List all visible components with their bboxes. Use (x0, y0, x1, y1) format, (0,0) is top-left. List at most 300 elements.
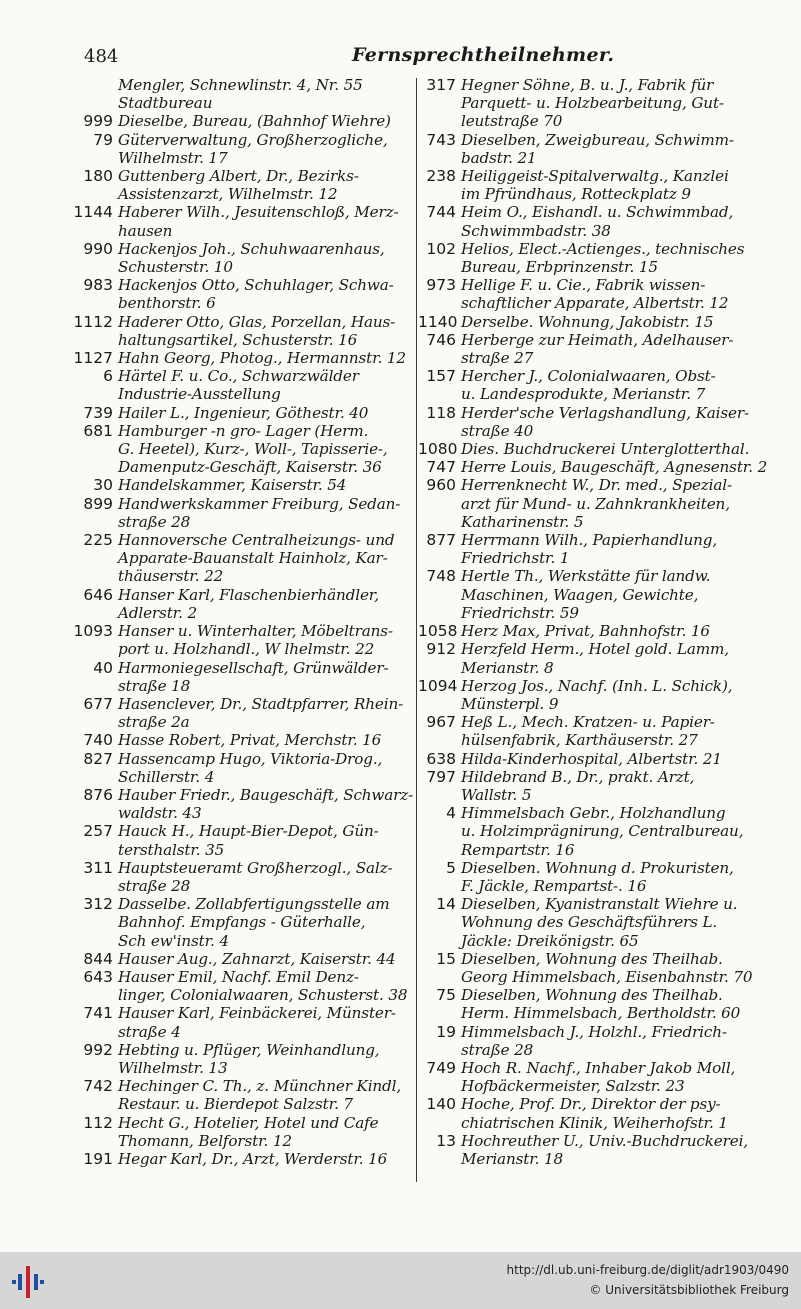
entry-line: Friedrichstr. 1 (461, 549, 570, 568)
directory-entry (66, 786, 416, 822)
phone-number: 677 (83, 694, 113, 713)
entry-line: Hanser u. Winterhalter, Möbeltrans- (118, 622, 393, 641)
entry-line: Hauber Friedr., Baugeschäft, Schwarz- (118, 785, 414, 804)
phone-number: 1093 (73, 622, 113, 641)
directory-entry (418, 804, 766, 859)
entry-line: port u. Holzhandl., W lhelmstr. 22 (118, 640, 375, 659)
directory-entry (418, 76, 766, 131)
entry-line: Dieselben, Wohnung des Theilhab. (461, 949, 723, 968)
directory-entry (66, 76, 416, 112)
phone-number: 317 (426, 76, 456, 94)
entry-text (461, 313, 766, 331)
entry-line: Herm. Himmelsbach, Bertholdstr. 60 (461, 1004, 741, 1023)
phone-number: 739 (83, 403, 113, 422)
entry-text (118, 586, 416, 622)
phone-number: 876 (83, 785, 113, 804)
entry-line: straße 28 (118, 512, 191, 531)
footer-bar (0, 1252, 801, 1309)
entry-line: Georg Himmelsbach, Eisenbahnstr. 70 (461, 967, 753, 986)
entry-line: straße 27 (461, 349, 534, 368)
directory-entry (418, 1132, 766, 1168)
entry-text (118, 695, 416, 731)
directory-entry (418, 677, 766, 713)
directory-entry (66, 422, 416, 477)
entry-text (118, 531, 416, 586)
entry-line: waldstr. 43 (118, 804, 202, 823)
entry-line: Stadtbureau (118, 94, 213, 113)
entry-line: Wohnung des Geschäftsführers L. (461, 913, 718, 932)
entry-text (118, 203, 416, 239)
entry-line: straße 28 (118, 876, 191, 895)
entry-line: Hildebrand B., Dr., prakt. Arzt, (461, 767, 695, 786)
entry-text (461, 750, 766, 768)
directory-entry (418, 240, 766, 276)
entry-line: F. Jäckle, Rempartst-. 16 (461, 876, 647, 895)
entry-line: Güterverwaltung, Großherzogliche, (118, 130, 388, 149)
entry-line: Hechinger C. Th., z. Münchner Kindl, (118, 1077, 401, 1096)
directory-entry (66, 167, 416, 203)
phone-number: 744 (426, 203, 456, 222)
directory-entry (418, 640, 766, 676)
entry-text (461, 1023, 766, 1059)
directory-entry (418, 531, 766, 567)
entry-line: tersthalstr. 35 (118, 840, 225, 859)
directory-entry (418, 1095, 766, 1131)
entry-text (118, 76, 416, 112)
directory-entry (418, 986, 766, 1022)
phone-number: 238 (426, 167, 456, 186)
phone-number: 747 (426, 458, 456, 477)
phone-number: 19 (436, 1022, 456, 1041)
phone-number: 311 (83, 858, 113, 877)
entry-text (118, 822, 416, 858)
phone-number: 999 (83, 112, 113, 131)
phone-number: 14 (436, 895, 456, 914)
entry-text (118, 950, 416, 968)
entry-text (461, 1059, 766, 1095)
phone-number: 827 (83, 749, 113, 768)
entry-text (118, 276, 416, 312)
entry-line: Hertle Th., Werkstätte für landw. (461, 567, 711, 586)
phone-number: 899 (83, 494, 113, 513)
phone-number: 1094 (418, 676, 458, 695)
entry-text (461, 804, 766, 859)
entry-line: Dieselben, Wohnung des Theilhab. (461, 986, 723, 1005)
entry-line: Himmelsbach Gebr., Holzhandlung (461, 804, 726, 823)
entry-text (461, 677, 766, 713)
entry-line: Haberer Wilh., Jesuitenschloß, Merz- (118, 203, 399, 222)
entry-line: Herre Louis, Baugeschäft, Agnesenstr. 2 (461, 458, 768, 477)
directory-entry (418, 367, 766, 403)
entry-line: Handelskammer, Kaiserstr. 54 (118, 476, 347, 495)
entry-line: Hannoversche Centralheizungs- und (118, 531, 395, 550)
phone-number: 112 (83, 1113, 113, 1132)
entry-line: Bureau, Erbprinzenstr. 15 (461, 258, 658, 277)
entry-line: Hochreuther U., Univ.-Buchdruckerei, (461, 1131, 748, 1150)
directory-entry (66, 1077, 416, 1113)
directory-entry (418, 1023, 766, 1059)
entry-line: Dasselbe. Zollabfertigungsstelle am (118, 895, 390, 914)
entry-line: Merianstr. 8 (461, 658, 554, 677)
entry-line: Hecht G., Hotelier, Hotel und Cafe (118, 1113, 379, 1132)
entry-line: Herder'sche Verlagshandlung, Kaiser- (461, 403, 749, 422)
entry-text (461, 622, 766, 640)
directory-entry (66, 659, 416, 695)
directory-entry (418, 859, 766, 895)
directory-entry (66, 495, 416, 531)
entry-text (461, 950, 766, 986)
entry-line: thäuserstr. 22 (118, 567, 224, 586)
entry-line: Mengler, Schnewlinstr. 4, Nr. 55 (118, 76, 363, 94)
entry-line: Maschinen, Waagen, Gewichte, (461, 585, 699, 604)
entry-line: Dies. Buchdruckerei Unterglotterthal. (461, 440, 750, 459)
entry-line: Herzfeld Herm., Hotel gold. Lamm, (461, 640, 729, 659)
phone-number: 180 (83, 167, 113, 186)
entry-text (461, 640, 766, 676)
entry-text (461, 859, 766, 895)
entry-line: Schusterstr. 10 (118, 258, 233, 277)
entry-text (118, 1004, 416, 1040)
entry-text (461, 331, 766, 367)
entry-line: straße 4 (118, 1022, 181, 1041)
entry-text (461, 203, 766, 239)
entry-text (118, 1041, 416, 1077)
entry-line: benthorstr. 6 (118, 294, 216, 313)
entry-line: Restaur. u. Bierdepot Salzstr. 7 (118, 1095, 353, 1114)
entry-text (461, 276, 766, 312)
phone-number: 741 (83, 1004, 113, 1023)
directory-entry (418, 768, 766, 804)
entry-text (118, 167, 416, 203)
entry-text (461, 768, 766, 804)
entry-line: straße 40 (461, 421, 534, 440)
entry-line: Hellige F. u. Cie., Fabrik wissen- (461, 276, 706, 295)
entry-line: Dieselben, Kyanistranstalt Wiehre u. (461, 895, 738, 914)
entry-text (461, 458, 767, 476)
entry-line: Heim O., Eishandl. u. Schwimmbad, (461, 203, 734, 222)
directory-entry (418, 440, 766, 458)
entry-line: Hauser Aug., Zahnarzt, Kaiserstr. 44 (118, 949, 396, 968)
entry-line: Guttenberg Albert, Dr., Bezirks- (118, 167, 359, 186)
directory-entry (418, 167, 766, 203)
entry-line: Bahnhof. Empfangs - Güterhalle, (118, 913, 366, 932)
entry-line: Heiliggeist-Spitalverwaltg., Kanzlei (461, 167, 729, 186)
directory-entry (418, 476, 766, 531)
entry-line: Sch ew'instr. 4 (118, 931, 229, 950)
phone-number: 1127 (73, 349, 113, 368)
entry-line: Industrie-Ausstellung (118, 385, 281, 404)
directory-entry (66, 1150, 416, 1168)
phone-number: 1058 (418, 622, 458, 641)
entry-text (118, 131, 416, 167)
entry-line: Handwerkskammer Freiburg, Sedan- (118, 494, 401, 513)
entry-text (118, 422, 416, 477)
directory-entry (418, 131, 766, 167)
entry-text (461, 1095, 766, 1131)
phone-number: 743 (426, 130, 456, 149)
entry-line: chiatrischen Klinik, Weiherhofstr. 1 (461, 1113, 728, 1132)
entry-text (118, 367, 416, 403)
entry-line: Hebting u. Pflüger, Weinhandlung, (118, 1040, 380, 1059)
entry-line: Hilda-Kinderhospital, Albertstr. 21 (461, 749, 722, 768)
ub-freiburg-logo-icon (10, 1262, 46, 1302)
entry-line: Herrmann Wilh., Papierhandlung, (461, 531, 717, 550)
entry-line: Merianstr. 18 (461, 1149, 564, 1168)
source-url-link[interactable]: http://dl.ub.uni-freiburg.de/diglit/adr1903/0490 (506, 1263, 789, 1277)
phone-number: 797 (426, 767, 456, 786)
phone-number: 746 (426, 330, 456, 349)
entry-line: u. Landesprodukte, Merianstr. 7 (461, 385, 706, 404)
directory-entry (66, 112, 416, 130)
entry-line: Hackenjos Joh., Schuhwaarenhaus, (118, 239, 385, 258)
entry-line: Herrenknecht W., Dr. med., Spezial- (461, 476, 732, 495)
entry-text (461, 1132, 766, 1168)
entry-line: Hofbäckermeister, Salzstr. 23 (461, 1077, 685, 1096)
entry-line: Dieselben. Wohnung d. Prokuristen, (461, 858, 734, 877)
entry-line: Hasse Robert, Privat, Merchstr. 16 (118, 731, 382, 750)
phone-number: 6 (103, 367, 113, 386)
entry-line: Hoche, Prof. Dr., Direktor der psy- (461, 1095, 721, 1114)
copyright-notice: © Universitätsbibliothek Freiburg (589, 1283, 789, 1297)
entry-line: Münsterpl. 9 (461, 694, 559, 713)
directory-entry (66, 349, 416, 367)
entry-line: Hasenclever, Dr., Stadtpfarrer, Rhein- (118, 694, 404, 713)
directory-entry (66, 531, 416, 586)
directory-entry (66, 895, 416, 950)
phone-number: 140 (426, 1095, 456, 1114)
entry-line: Wilhelmstr. 13 (118, 1058, 228, 1077)
entry-text (461, 986, 766, 1022)
entry-line: Hahn Georg, Photog., Hermannstr. 12 (118, 349, 406, 368)
directory-entry (66, 1004, 416, 1040)
entry-text (118, 313, 416, 349)
entry-text (461, 167, 766, 203)
directory-entry (418, 203, 766, 239)
phone-number: 877 (426, 531, 456, 550)
phone-number: 844 (83, 949, 113, 968)
entry-text (461, 567, 766, 622)
directory-entry (66, 131, 416, 167)
phone-number: 4 (446, 804, 456, 823)
entry-text (461, 476, 766, 531)
directory-entry (418, 331, 766, 367)
entry-line: Hegner Söhne, B. u. J., Fabrik für (461, 76, 714, 94)
entry-line: linger, Colonialwaaren, Schusterst. 38 (118, 986, 408, 1005)
phone-number: 75 (436, 986, 456, 1005)
entry-text (461, 440, 766, 458)
entry-line: Jäckle: Dreikönigstr. 65 (461, 931, 639, 950)
entry-line: Hanser Karl, Flaschenbierhändler, (118, 585, 379, 604)
phone-number: 967 (426, 713, 456, 732)
entry-line: Himmelsbach J., Holzhl., Friedrich- (461, 1022, 727, 1041)
entry-text (118, 112, 416, 130)
phone-number: 15 (436, 949, 456, 968)
directory-entry (418, 404, 766, 440)
directory-entry (66, 240, 416, 276)
directory-entry (66, 313, 416, 349)
page-title: Fernsprechtheilnehmer. (352, 44, 615, 66)
phone-number: 118 (426, 403, 456, 422)
entry-line: Derselbe. Wohnung, Jakobistr. 15 (461, 312, 714, 331)
directory-entry (418, 750, 766, 768)
phone-number: 646 (83, 585, 113, 604)
phone-number: 960 (426, 476, 456, 495)
entry-line: Herberge zur Heimath, Adelhauser- (461, 330, 734, 349)
phone-number: 79 (93, 130, 113, 149)
entry-line: Helios, Elect.-Actienges., technisches (461, 239, 745, 258)
entry-line: u. Holzimprägnirung, Centralbureau, (461, 822, 744, 841)
entry-line: straße 2a (118, 713, 190, 732)
left-column (66, 76, 416, 1168)
entry-line: G. Heetel), Kurz-, Woll-, Tapisserie-, (118, 440, 388, 459)
directory-entry (66, 622, 416, 658)
entry-line: Hoch R. Nachf., Inhaber Jakob Moll, (461, 1058, 736, 1077)
entry-text (118, 622, 416, 658)
directory-entry (418, 567, 766, 622)
entry-line: Thomann, Belforstr. 12 (118, 1131, 292, 1150)
phone-number: 30 (93, 476, 113, 495)
directory-entry (66, 731, 416, 749)
column-divider (416, 78, 417, 1182)
entry-text (118, 731, 416, 749)
phone-number: 157 (426, 367, 456, 386)
entry-text (461, 531, 766, 567)
entry-line: haltungsartikel, Schusterstr. 16 (118, 330, 358, 349)
phone-number: 1144 (73, 203, 113, 222)
phone-number: 912 (426, 640, 456, 659)
entry-line: Harmoniegesellschaft, Grünwälder- (118, 658, 389, 677)
phone-number: 742 (83, 1077, 113, 1096)
entry-line: Dieselben, Zweigbureau, Schwimm- (461, 130, 734, 149)
entry-line: schaftlicher Apparate, Albertstr. 12 (461, 294, 729, 313)
entry-text (118, 349, 416, 367)
entry-text (118, 1150, 416, 1168)
entry-line: Wilhelmstr. 17 (118, 148, 228, 167)
entry-text (118, 750, 416, 786)
entry-text (118, 659, 416, 695)
directory-entry (418, 276, 766, 312)
directory-entry (66, 476, 416, 494)
entry-line: Herzog Jos., Nachf. (Inh. L. Schick), (461, 676, 733, 695)
phone-number: 681 (83, 421, 113, 440)
page-number: 484 (84, 46, 119, 67)
entry-line: arzt für Mund- u. Zahnkrankheiten, (461, 494, 730, 513)
directory-entry (418, 1059, 766, 1095)
right-column (418, 76, 766, 1168)
directory-entry (66, 950, 416, 968)
phone-number: 312 (83, 895, 113, 914)
directory-entry (66, 203, 416, 239)
entry-line: Hauck H., Haupt-Bier-Depot, Gün- (118, 822, 379, 841)
entry-text (118, 476, 416, 494)
phone-number: 40 (93, 658, 113, 677)
phone-number: 225 (83, 531, 113, 550)
entry-text (461, 367, 766, 403)
entry-line: Damenputz-Geschäft, Kaiserstr. 36 (118, 458, 382, 477)
phone-number: 191 (83, 1149, 113, 1168)
phone-number: 638 (426, 749, 456, 768)
entry-line: Friedrichstr. 59 (461, 603, 579, 622)
entry-line: Hauser Emil, Nachf. Emil Denz- (118, 967, 359, 986)
entry-line: Heß L., Mech. Kratzen- u. Papier- (461, 713, 715, 732)
entry-line: Hackenjos Otto, Schuhlager, Schwa- (118, 276, 394, 295)
directory-entry (66, 404, 416, 422)
directory-entry (66, 822, 416, 858)
phone-number: 1080 (418, 440, 458, 459)
entry-text (461, 404, 766, 440)
phone-number: 5 (446, 858, 456, 877)
entry-line: straße 28 (461, 1040, 534, 1059)
directory-entry (66, 367, 416, 403)
entry-line: Hailer L., Ingenieur, Göthestr. 40 (118, 403, 369, 422)
phone-number: 749 (426, 1058, 456, 1077)
entry-line: Haderer Otto, Glas, Porzellan, Haus- (118, 312, 396, 331)
entry-line: badstr. 21 (461, 148, 537, 167)
entry-text (118, 786, 416, 822)
entry-line: Härtel F. u. Co., Schwarzwälder (118, 367, 359, 386)
directory-entry (418, 950, 766, 986)
entry-line: Adlerstr. 2 (118, 603, 197, 622)
entry-text (118, 404, 416, 422)
directory-entry (66, 586, 416, 622)
entry-line: Schwimmbadstr. 38 (461, 221, 611, 240)
entry-line: leutstraße 70 (461, 112, 563, 131)
entry-text (118, 1114, 416, 1150)
entry-text (118, 240, 416, 276)
entry-line: Herz Max, Privat, Bahnhofstr. 16 (461, 622, 710, 641)
directory-entry (66, 968, 416, 1004)
entry-line: Katharinenstr. 5 (461, 512, 584, 531)
entry-text (118, 968, 416, 1004)
directory-entry (418, 313, 766, 331)
phone-number: 643 (83, 967, 113, 986)
directory-entry (66, 1114, 416, 1150)
phone-number: 983 (83, 276, 113, 295)
entry-line: Hegar Karl, Dr., Arzt, Werderstr. 16 (118, 1149, 388, 1168)
directory-entry (418, 895, 766, 950)
entry-text (461, 240, 766, 276)
entry-text (118, 895, 416, 950)
entry-line: Hassencamp Hugo, Viktoria-Drog., (118, 749, 383, 768)
phone-number: 748 (426, 567, 456, 586)
entry-text (118, 495, 416, 531)
directory-entry (66, 695, 416, 731)
entry-line: Assistenzarzt, Wilhelmstr. 12 (118, 185, 338, 204)
entry-line: im Pfründhaus, Rotteckplatz 9 (461, 185, 691, 204)
entry-line: Hercher J., Colonialwaaren, Obst- (461, 367, 716, 386)
phone-number: 1112 (73, 312, 113, 331)
directory-entry (66, 859, 416, 895)
entry-text (461, 76, 766, 131)
directory-entry (418, 713, 766, 749)
directory-entry (418, 458, 766, 476)
phone-number: 973 (426, 276, 456, 295)
phone-number: 102 (426, 239, 456, 258)
entry-line: Hauser Karl, Feinbäckerei, Münster- (118, 1004, 396, 1023)
entry-text (118, 859, 416, 895)
entry-text (461, 131, 766, 167)
entry-line: hülsenfabrik, Karthäuserstr. 27 (461, 731, 698, 750)
directory-entry (418, 622, 766, 640)
directory-entry (66, 750, 416, 786)
phone-number: 990 (83, 239, 113, 258)
entry-text (118, 1077, 416, 1113)
entry-line: Schillerstr. 4 (118, 767, 215, 786)
entry-line: Hamburger -n gro- Lager (Herm. (118, 421, 369, 440)
phone-number: 257 (83, 822, 113, 841)
phone-number: 740 (83, 731, 113, 750)
entry-line: Parquett- u. Holzbearbeitung, Gut- (461, 94, 724, 113)
